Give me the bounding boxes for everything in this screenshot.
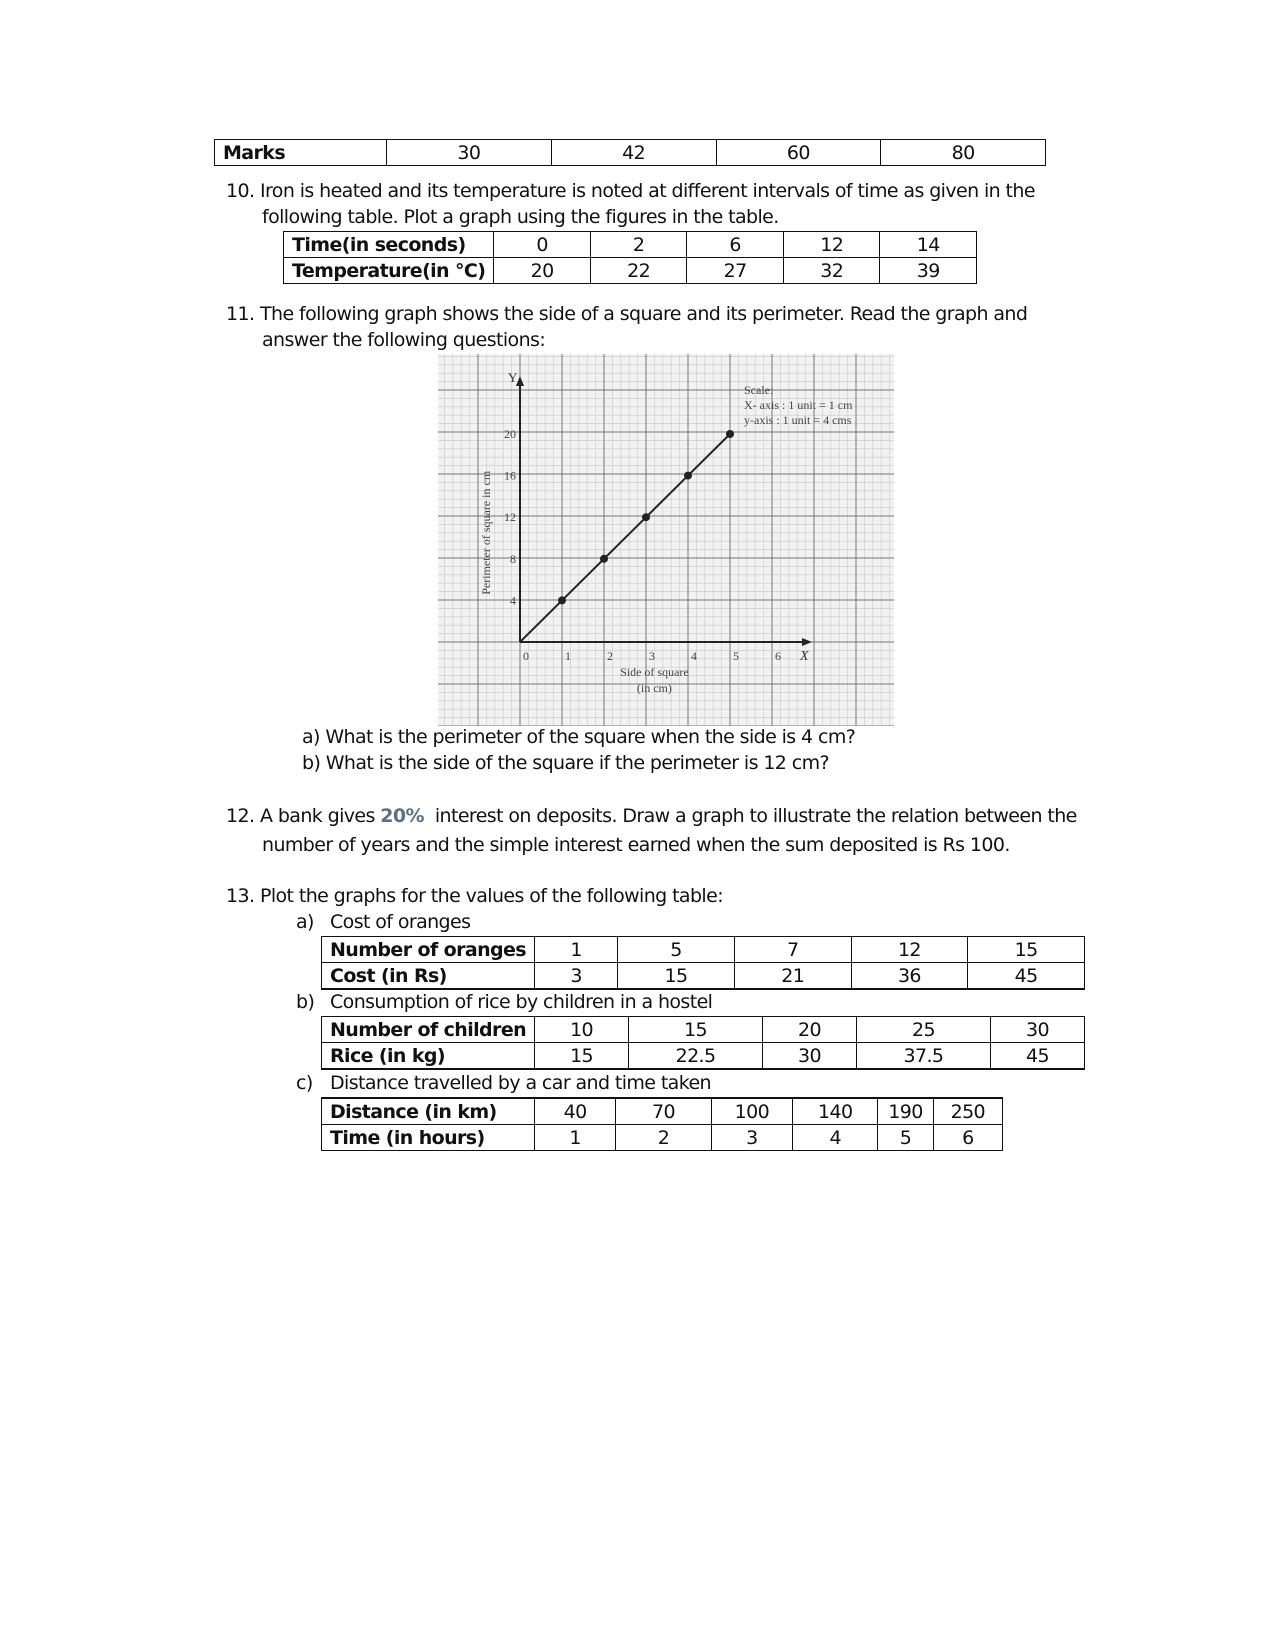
row-label: Rice (in kg) bbox=[322, 1043, 535, 1070]
table-cell: 45 bbox=[968, 963, 1085, 990]
table-cell: 70 bbox=[616, 1098, 711, 1125]
marks-label: Marks bbox=[215, 140, 387, 166]
table-cell: 80 bbox=[881, 140, 1046, 166]
series-line bbox=[520, 434, 730, 642]
rice-table bbox=[321, 1016, 1085, 1070]
table-cell: 6 bbox=[933, 1125, 1002, 1151]
table-cell: 30 bbox=[387, 140, 552, 166]
x-tick-label: 4 bbox=[691, 649, 697, 663]
scale-note-x: X- axis : 1 unit = 1 cm bbox=[744, 398, 853, 412]
table-cell: 1 bbox=[534, 1125, 615, 1151]
sub-marker: b) bbox=[302, 752, 321, 774]
table-cell: 12 bbox=[783, 232, 880, 258]
table-cell: 15 bbox=[618, 963, 735, 990]
row-label: Number of children bbox=[322, 1017, 535, 1043]
table-row bbox=[322, 1098, 1003, 1125]
chart-svg bbox=[438, 354, 894, 726]
interest-rate: 20% bbox=[380, 805, 424, 827]
table-cell: 15 bbox=[629, 1017, 763, 1043]
x-tick-label: 2 bbox=[607, 649, 613, 663]
table-cell: 10 bbox=[535, 1017, 629, 1043]
data-point bbox=[684, 472, 692, 480]
table-cell: 12 bbox=[851, 937, 968, 963]
table-cell: 32 bbox=[783, 258, 880, 284]
x-tick-label: 5 bbox=[733, 649, 739, 663]
y-tick-labels bbox=[504, 427, 516, 607]
data-point bbox=[726, 430, 734, 438]
x-axis-label: Side of square bbox=[620, 665, 689, 679]
question-text-post: interest on deposits. Draw a graph to illustrate the relation between the bbox=[434, 805, 1077, 827]
sub-marker: c) bbox=[296, 1072, 313, 1094]
question-11-a bbox=[302, 724, 855, 750]
table-cell: 3 bbox=[711, 1125, 792, 1151]
question-12-line2: number of years and the simple interest earned when the sum deposited is Rs 100. bbox=[262, 834, 1010, 856]
table-cell: 5 bbox=[878, 1125, 933, 1151]
data-point bbox=[642, 513, 650, 521]
question-text: Plot the graphs for the values of the following table: bbox=[260, 885, 724, 907]
table-cell: 250 bbox=[933, 1098, 1002, 1125]
table-cell: 25 bbox=[857, 1017, 991, 1043]
sub-title: Distance travelled by a car and time taken bbox=[330, 1072, 711, 1094]
y-tick-label: 4 bbox=[510, 593, 516, 608]
table-cell: 5 bbox=[618, 937, 735, 963]
table-cell: 42 bbox=[551, 140, 716, 166]
question-number: 10. bbox=[226, 180, 255, 202]
row-label: Time (in hours) bbox=[322, 1125, 535, 1151]
table-cell: 6 bbox=[687, 232, 784, 258]
question-11 bbox=[226, 301, 1027, 327]
table-cell: 37.5 bbox=[857, 1043, 991, 1070]
y-tick-label: 12 bbox=[504, 510, 516, 525]
table-cell: 7 bbox=[734, 937, 851, 963]
x-tick-label: 0 bbox=[523, 649, 529, 663]
table-cell: 100 bbox=[711, 1098, 792, 1125]
table-cell: 60 bbox=[716, 140, 881, 166]
row-label: Cost (in Rs) bbox=[322, 963, 535, 990]
table-row bbox=[322, 937, 1085, 963]
data-point bbox=[600, 555, 608, 563]
y-axis-label: Perimeter of square in cm bbox=[479, 470, 493, 595]
table-cell: 14 bbox=[880, 232, 977, 258]
time-temperature-table bbox=[283, 231, 977, 284]
table-cell: 30 bbox=[990, 1017, 1084, 1043]
sub-marker: a) bbox=[296, 911, 314, 933]
sub-marker: b) bbox=[296, 991, 315, 1013]
question-11-line2: answer the following questions: bbox=[262, 329, 546, 351]
y-tick-label: 16 bbox=[504, 468, 516, 483]
x-axis-label-unit: (in cm) bbox=[636, 681, 672, 695]
table-row bbox=[322, 1017, 1085, 1043]
x-tick-label: 1 bbox=[565, 649, 571, 663]
x-tick-label: 3 bbox=[649, 649, 655, 663]
table-cell: 36 bbox=[851, 963, 968, 990]
data-point bbox=[558, 596, 566, 604]
table-cell: 2 bbox=[590, 232, 687, 258]
y-axis-letter: Y bbox=[508, 370, 518, 385]
question-text-pre: A bank gives bbox=[260, 805, 375, 827]
table-cell: 22 bbox=[590, 258, 687, 284]
q13-c-heading bbox=[296, 1070, 711, 1096]
sub-question-text: What is the side of the square if the perimeter is 12 cm? bbox=[325, 752, 829, 774]
table-cell: 45 bbox=[990, 1043, 1084, 1070]
table-cell: 30 bbox=[762, 1043, 856, 1070]
table-cell: 0 bbox=[494, 232, 591, 258]
table-cell: 40 bbox=[534, 1098, 615, 1125]
scale-note-y: y-axis : 1 unit = 4 cms bbox=[744, 413, 852, 427]
y-tick-label: 8 bbox=[510, 551, 516, 566]
table-cell: 22.5 bbox=[629, 1043, 763, 1070]
x-axis-letter: X bbox=[800, 649, 809, 664]
table-cell: 140 bbox=[793, 1098, 878, 1125]
table-cell: 21 bbox=[734, 963, 851, 990]
table-cell: 20 bbox=[762, 1017, 856, 1043]
perimeter-graph bbox=[438, 354, 894, 726]
question-10-line2: following table. Plot a graph using the figures in the table. bbox=[262, 206, 779, 228]
y-tick-label: 20 bbox=[504, 427, 516, 441]
row-label: Distance (in km) bbox=[322, 1098, 535, 1125]
table-row bbox=[322, 1125, 1003, 1151]
question-12 bbox=[226, 803, 1077, 829]
x-axis-arrow-icon bbox=[802, 638, 812, 646]
row-label: Temperature(in °C) bbox=[284, 258, 494, 284]
row-label: Number of oranges bbox=[322, 937, 535, 963]
oranges-table bbox=[321, 936, 1085, 990]
question-13 bbox=[226, 883, 723, 909]
question-text-line: The following graph shows the side of a square and its perimeter. Read the graph and bbox=[260, 303, 1028, 325]
q13-b-heading bbox=[296, 989, 712, 1015]
table-cell: 20 bbox=[494, 258, 591, 284]
table-row bbox=[215, 140, 1046, 166]
table-cell: 1 bbox=[535, 937, 618, 963]
table-row bbox=[284, 232, 977, 258]
question-number: 12. bbox=[226, 805, 255, 827]
sub-marker: a) bbox=[302, 726, 320, 748]
q13-a-heading bbox=[296, 909, 470, 935]
table-row bbox=[322, 1043, 1085, 1070]
table-cell: 39 bbox=[880, 258, 977, 284]
sub-title: Cost of oranges bbox=[330, 911, 471, 933]
table-cell: 3 bbox=[535, 963, 618, 990]
question-10 bbox=[226, 178, 1035, 204]
sub-question-text: What is the perimeter of the square when the side is 4 cm? bbox=[325, 726, 856, 748]
table-row bbox=[322, 963, 1085, 990]
row-label: Time(in seconds) bbox=[284, 232, 494, 258]
table-cell: 2 bbox=[616, 1125, 711, 1151]
question-11-b bbox=[302, 750, 829, 776]
table-row bbox=[284, 258, 977, 284]
question-text-line: Iron is heated and its temperature is noted at different intervals of time as given in the bbox=[260, 180, 1035, 202]
marks-table bbox=[214, 139, 1046, 166]
distance-time-table bbox=[321, 1097, 1003, 1151]
question-number: 11. bbox=[226, 303, 255, 325]
sub-title: Consumption of rice by children in a hostel bbox=[330, 991, 713, 1013]
question-number: 13. bbox=[226, 885, 255, 907]
table-cell: 4 bbox=[793, 1125, 878, 1151]
table-cell: 190 bbox=[878, 1098, 933, 1125]
table-cell: 15 bbox=[968, 937, 1085, 963]
x-tick-label: 6 bbox=[775, 649, 781, 663]
table-cell: 15 bbox=[535, 1043, 629, 1070]
table-cell: 27 bbox=[687, 258, 784, 284]
scale-note-title: Scale: bbox=[744, 383, 774, 397]
